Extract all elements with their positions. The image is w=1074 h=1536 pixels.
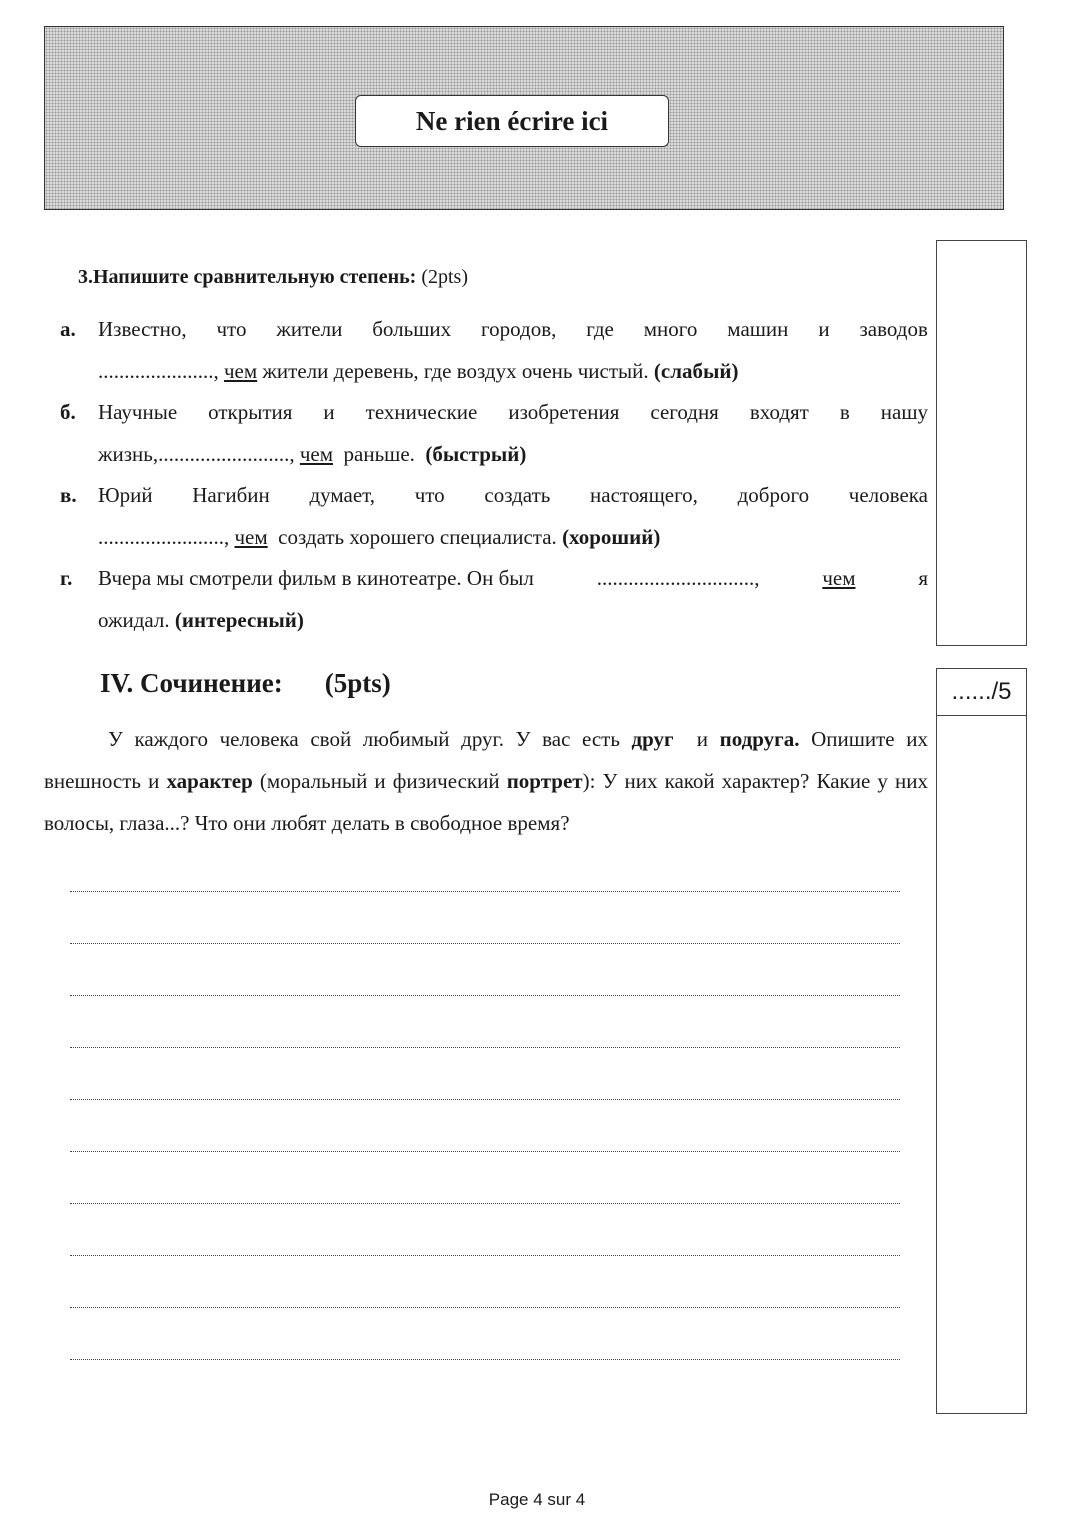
answer-blank[interactable]: жизнь,........................., <box>98 442 295 466</box>
answer-line[interactable] <box>70 944 900 996</box>
answer-line[interactable] <box>70 1048 900 1100</box>
do-not-write-label: Ne rien écrire ici <box>355 95 669 147</box>
answer-line[interactable] <box>70 1256 900 1308</box>
essay-answer-lines[interactable] <box>70 888 900 1360</box>
section4-title: IV. Сочинение: (5pts) <box>100 668 391 698</box>
answer-blank[interactable]: .............................., <box>596 566 760 590</box>
grading-box-section3 <box>936 240 1027 646</box>
answer-line[interactable] <box>70 1308 900 1360</box>
exercise-item-v: в. Юрий Нагибин думает, что создать настоящего, доброго человека ........................, чем создать хорошего специалиста. (хороший) <box>60 483 928 549</box>
answer-line[interactable] <box>70 1204 900 1256</box>
answer-blank[interactable]: ........................, <box>98 525 230 549</box>
exercise-item-a: а. Известно, что жители больших городов, где много машин и заводов ......................, чем жители деревень, где воздух очень чистый. (слабый) <box>60 317 928 383</box>
answer-line[interactable] <box>70 996 900 1048</box>
page-number: Page 4 sur 4 <box>488 1490 586 1509</box>
essay-prompt: У каждого человека свой любимый друг. У вас есть друг и подруга. Опишите их внешность и характер (моральный и физический портрет): У них какой характер? Какие у них волосы, глаза...? Что они любят делать в свободное время? <box>44 727 929 835</box>
exercise-item-b: б. Научные открытия и технические изобретения сегодня входят в нашу жизнь,........................., чем раньше. (быстрый) <box>60 400 928 466</box>
grading-box-section4 <box>936 668 1027 1414</box>
section3-title: 3.Напишите сравнительную степень: (2pts) <box>78 266 469 288</box>
do-not-write-zone <box>44 26 1004 210</box>
answer-line[interactable] <box>70 1152 900 1204</box>
answer-line[interactable] <box>70 892 900 944</box>
answer-blank[interactable]: ......................, <box>98 359 219 383</box>
score-field-section4[interactable]: ....../5 <box>937 669 1026 716</box>
exercise-item-g: г. Вчера мы смотрели фильм в кинотеатре. Он был .............................., чем я ожидал. (интересный) <box>60 557 928 641</box>
answer-line[interactable] <box>70 1100 900 1152</box>
